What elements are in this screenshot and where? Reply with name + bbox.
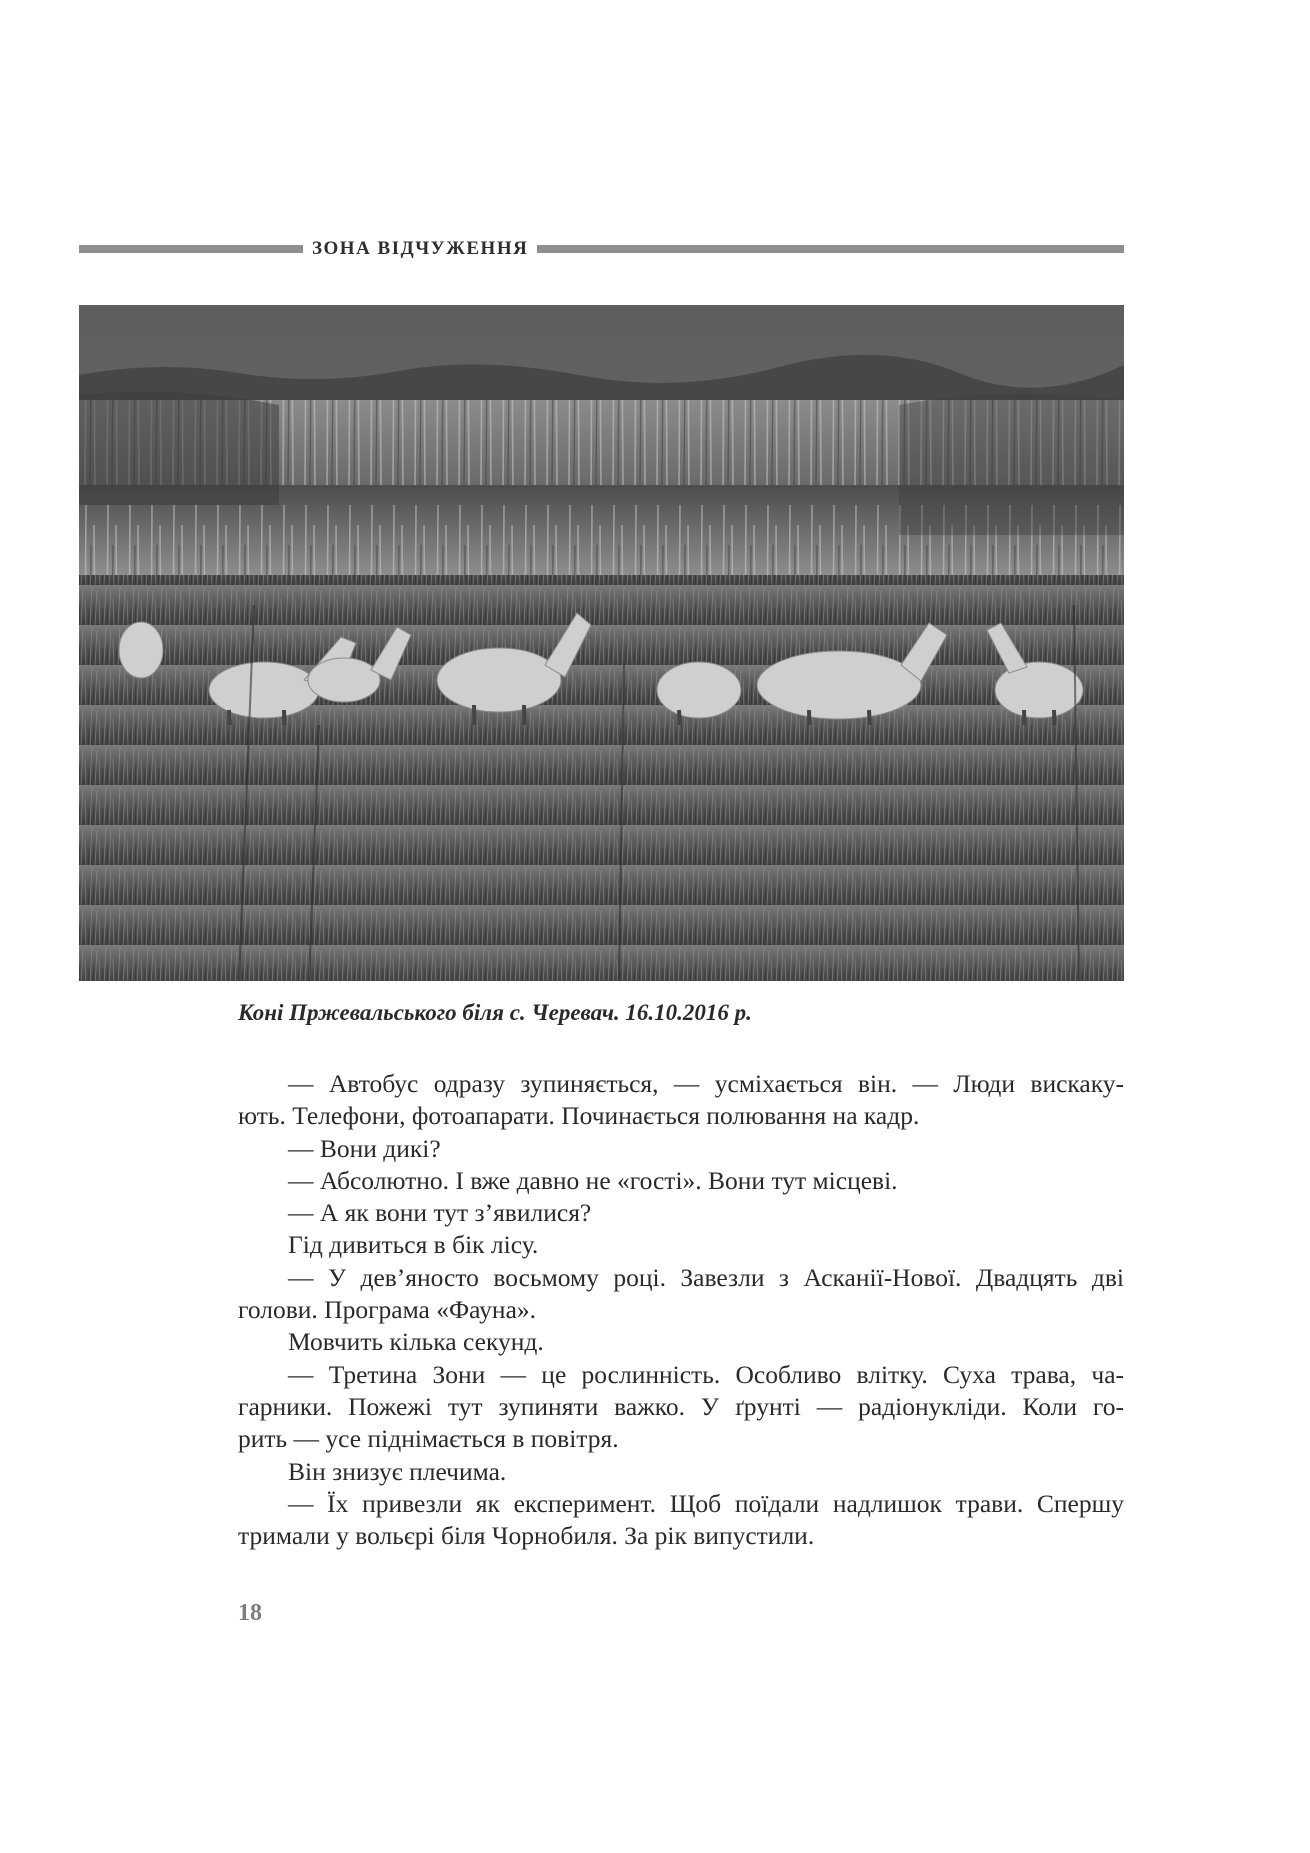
text-line: Він знизує плечима. bbox=[288, 1456, 507, 1486]
text-line: гарники. Пожежі тут зупиняти важко. У ґрунті — радіонукліди. Коли го- bbox=[238, 1391, 1124, 1421]
text-line: рить — усе піднімається в повітря. bbox=[238, 1424, 619, 1454]
text-line: — Абсолютно. І вже давно не «гості». Вони тут місцеві. bbox=[288, 1165, 898, 1195]
running-header bbox=[79, 238, 1124, 260]
text-line: Гід дивиться в бік лісу. bbox=[288, 1230, 539, 1260]
text-line: — У дев’яносто восьмому році. Завезли з Асканії-Нової. Двадцять дві bbox=[288, 1262, 1124, 1292]
header-rule-right bbox=[537, 245, 1124, 253]
text-line: — Вони дикі? bbox=[288, 1133, 441, 1163]
page-number: 18 bbox=[238, 1600, 262, 1626]
text-line: — Третина Зони — це рослинність. Особливо влітку. Суха трава, ча- bbox=[288, 1359, 1124, 1389]
horses-photo bbox=[79, 305, 1124, 981]
running-header-title: ЗОНА ВІДЧУЖЕННЯ bbox=[312, 238, 529, 259]
body-text bbox=[238, 1068, 1124, 1552]
text-line: голови. Програма «Фауна». bbox=[238, 1295, 537, 1325]
text-line: тримали у вольєрі біля Чорнобиля. За рік випустили. bbox=[238, 1521, 815, 1551]
text-line: — А як вони тут з’явилися? bbox=[288, 1198, 592, 1228]
text-line: Мовчить кілька секунд. bbox=[288, 1327, 544, 1357]
text-line: ють. Телефони, фотоапарати. Починається полювання на кадр. bbox=[238, 1101, 920, 1131]
photo-caption: Коні Пржевальського біля с. Черевач. 16.10.2016 р. bbox=[238, 1000, 752, 1025]
text-line: — Їх привезли як експеримент. Щоб поїдали надлишок трави. Спершу bbox=[288, 1488, 1124, 1518]
header-rule-left bbox=[79, 245, 303, 253]
text-line: — Автобус одразу зупиняється, — усміхається він. — Люди вискаку- bbox=[288, 1069, 1124, 1098]
